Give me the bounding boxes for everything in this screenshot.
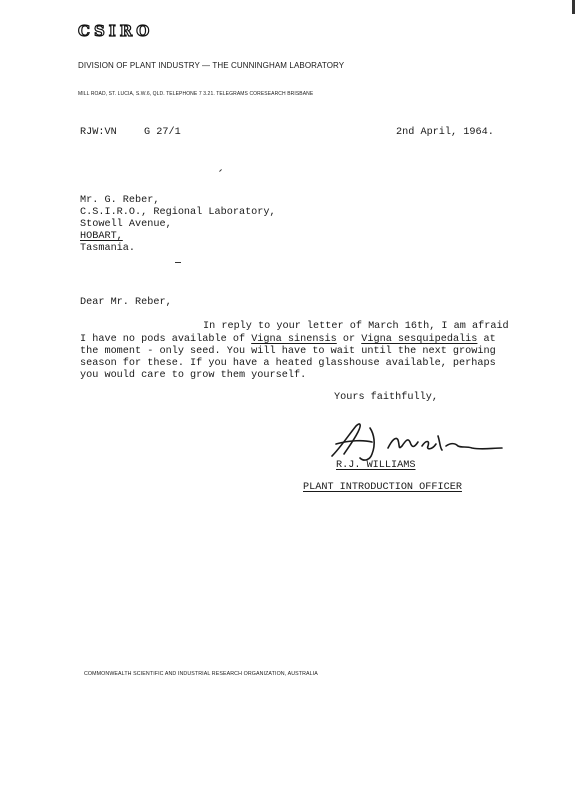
species-name: Vigna sesquipedalis xyxy=(361,334,478,345)
closing: Yours faithfully, xyxy=(334,392,438,403)
recipient-city: HOBART, xyxy=(80,231,123,242)
body-text: at xyxy=(477,334,496,345)
file-number: G 27/1 xyxy=(144,127,181,138)
csiro-logo: CSIRO xyxy=(78,22,154,40)
signer-name: R.J. WILLIAMS xyxy=(336,460,416,471)
corner-mark xyxy=(572,0,575,14)
reference-initials: RJW:VN xyxy=(80,127,117,138)
stray-mark xyxy=(175,262,181,263)
recipient-state: Tasmania. xyxy=(80,243,136,254)
division-heading: DIVISION OF PLANT INDUSTRY — THE CUNNINGHAM LABORATORY xyxy=(78,61,345,70)
species-name: Vigna sinensis xyxy=(251,334,337,345)
body-line xyxy=(80,334,496,345)
stray-mark xyxy=(219,169,222,172)
footer-organization: COMMONWEALTH SCIENTIFIC AND INDUSTRIAL RESEARCH ORGANIZATION, AUSTRALIA xyxy=(84,671,318,677)
body-line: season for these. If you have a heated glasshouse available, perhaps xyxy=(80,358,496,369)
body-text: or xyxy=(336,334,362,345)
salutation: Dear Mr. Reber, xyxy=(80,297,172,308)
recipient-street: Stowell Avenue, xyxy=(80,219,172,230)
handwritten-signature xyxy=(326,418,506,466)
body-line: In reply to your letter of March 16th, I am afraid xyxy=(203,321,509,332)
body-line: you would care to grow them yourself. xyxy=(80,370,307,381)
recipient-name: Mr. G. Reber, xyxy=(80,195,160,206)
body-line: the moment - only seed. You will have to wait until the next growing xyxy=(80,346,496,357)
letterhead-address: MILL ROAD, ST. LUCIA, S.W.6, QLD. TELEPHONE 7 3.21. TELEGRAMS CORESEARCH BRISBANE xyxy=(78,91,314,97)
letter-date: 2nd April, 1964. xyxy=(396,127,494,138)
signer-title: PLANT INTRODUCTION OFFICER xyxy=(303,482,462,493)
body-text: I have no pods available of xyxy=(80,334,252,345)
recipient-org: C.S.I.R.O., Regional Laboratory, xyxy=(80,207,276,218)
